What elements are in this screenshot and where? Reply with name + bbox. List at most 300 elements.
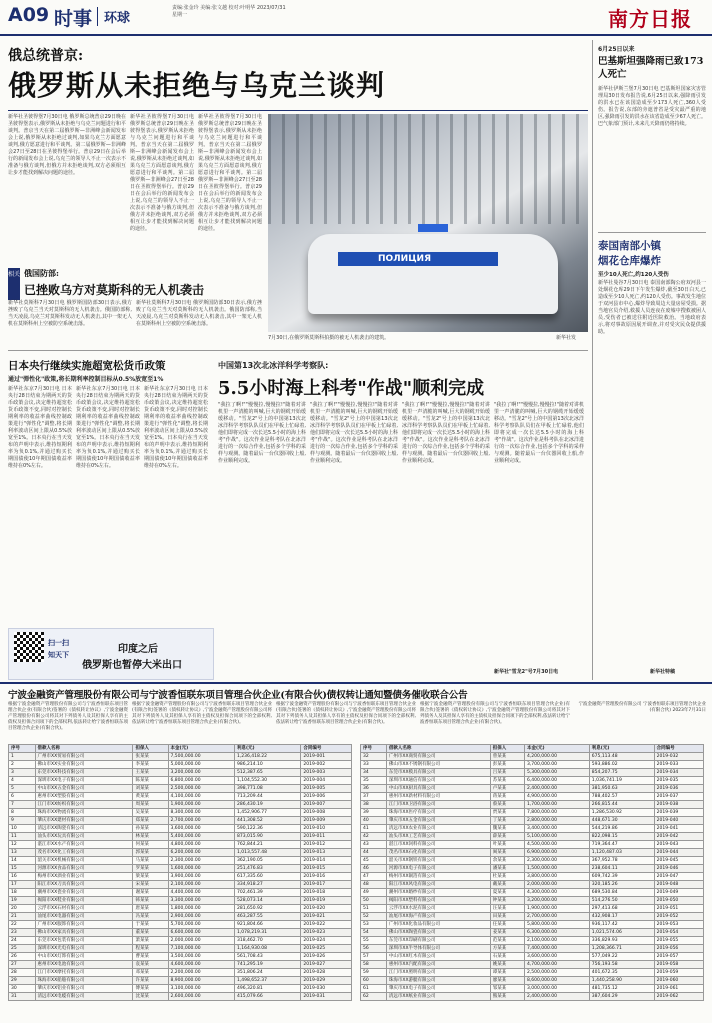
table-cell: 8 bbox=[9, 809, 36, 817]
table-row bbox=[361, 801, 704, 809]
thailand-credit: 新华社特稿 bbox=[650, 669, 676, 675]
table-cell: 822,098.15 bbox=[589, 833, 654, 841]
lead-rule bbox=[8, 110, 588, 111]
science-body-col1: "我拉了啊!""慢慢拉,慢慢拉!"随着对讲机里一声清脆的叫喊,巨大的钢缆开始缓缓移动。"雪龙2"号上的中国第13次北冰洋科学考察队队员们在甲板上忙碌着,他们即将完成一次长达5.5小时的海上科考"作战"。这次作业是科考队在北冰洋进行的一次综合作业,包括多个学科的采样与观测。随着最后一台仪器回收上船,作业顺利完成。 bbox=[218, 402, 306, 464]
table-cell: 汕尾市XX海产有限公司 bbox=[386, 913, 490, 921]
table-cell: 林某某 bbox=[133, 833, 168, 841]
table-cell: 21 bbox=[9, 913, 36, 921]
table-cell: 罗某某 bbox=[133, 865, 168, 873]
table-row bbox=[9, 833, 352, 841]
table-header-cell: 本金(元) bbox=[168, 745, 234, 753]
thailand-title-2: 烟花仓库爆炸 bbox=[598, 255, 661, 267]
table-row bbox=[9, 801, 352, 809]
table-cell: 中山市XX灯饰有限公司 bbox=[35, 953, 133, 961]
table-cell: 2,100,000.00 bbox=[524, 937, 589, 945]
notice-body-4: 根据宁波金融资产管理股份有限公司与宁波香恒联东项目管理合伙企业(有限合伙)签署的《债权转让协议》,宁波金融资产管理股份有限公司将其对下列债务人及其担保人享有的主债权及担保合同项下的全部权利,依法转让给宁波香恒联东项目管理合伙企业(有限合伙)。 bbox=[420, 702, 570, 725]
table-cell: 田某某 bbox=[490, 913, 524, 921]
table-row bbox=[9, 809, 352, 817]
table-cell: 夏某某 bbox=[490, 889, 524, 897]
table-cell: 4,800,000.00 bbox=[168, 841, 234, 849]
table-row bbox=[361, 833, 704, 841]
table-cell: 中山市XX五金有限公司 bbox=[35, 785, 133, 793]
table-cell: 沈某某 bbox=[133, 993, 168, 1001]
table-cell: 762,844.21 bbox=[234, 841, 300, 849]
table-cell: 20 bbox=[9, 905, 36, 913]
lead-body-col3: 新华社圣彼得堡7月30日电 俄罗斯总统普京29日晚在圣彼得堡表示,俄罗斯从未拒绝与乌克兰问题进行和平谈判。普京当天在第二届俄罗斯—非洲峰会新闻发布会上说,俄罗斯从未拒绝过谈判,如果乌克兰方面愿意谈判,俄方愿意进行和平谈判。第二届俄罗斯—非洲峰会27日至28日在圣彼得堡举行。普京29日在会后举行的新闻发布会上说,乌克兰的领导人不止一次表示不准备与俄方谈判,但俄方并未拒绝谈判,双方必须相互让步才能找到解决问题的途径。 bbox=[198, 114, 262, 232]
table-cell: 528,073.14 bbox=[234, 897, 300, 905]
table-cell: 珠海市XX船舶有限公司 bbox=[35, 977, 133, 985]
table-cell: 阳江市XX风电有限公司 bbox=[386, 881, 490, 889]
table-cell: 广州市XX贸易有限公司 bbox=[35, 753, 133, 761]
table-cell: 梅州市XX铜箔有限公司 bbox=[386, 873, 490, 881]
table-cell: 5,100,000.00 bbox=[524, 833, 589, 841]
promo-label-2: 知天下 bbox=[48, 651, 69, 659]
table-cell: 2019-035 bbox=[654, 777, 703, 785]
table-cell: 2019-056 bbox=[654, 945, 703, 953]
table-cell: 5,300,000.00 bbox=[524, 769, 589, 777]
table-cell: 31 bbox=[9, 993, 36, 1001]
table-row bbox=[9, 769, 352, 777]
japan-title: 日本央行继续实施超宽松货币政策 bbox=[8, 360, 166, 372]
table-cell: 590,122.36 bbox=[234, 825, 300, 833]
table-cell: 46 bbox=[361, 865, 387, 873]
table-row bbox=[9, 961, 352, 969]
table-cell: 江门市XX卫浴有限公司 bbox=[386, 801, 490, 809]
table-cell: 2019-058 bbox=[654, 961, 703, 969]
table-cell: 中山市XX厨具有限公司 bbox=[386, 785, 490, 793]
table-cell: 544,219.86 bbox=[589, 825, 654, 833]
table-cell: 702,461.39 bbox=[234, 889, 300, 897]
table-row bbox=[9, 969, 352, 977]
table-cell: 3,600,000.00 bbox=[524, 953, 589, 961]
table-header-cell: 利息(元) bbox=[589, 745, 654, 753]
table-cell: 韩某某 bbox=[133, 897, 168, 905]
table-cell: 2019-033 bbox=[654, 761, 703, 769]
table-cell: 马某某 bbox=[133, 857, 168, 865]
table-row bbox=[9, 753, 352, 761]
table-cell: 4,900,000.00 bbox=[524, 793, 589, 801]
table-cell: 675,113.48 bbox=[589, 753, 654, 761]
table-cell: 16 bbox=[9, 873, 36, 881]
table-cell: 30 bbox=[9, 985, 36, 993]
table-cell: 48 bbox=[361, 881, 387, 889]
table-cell: 61 bbox=[361, 985, 387, 993]
notice-signature: 宁波金融资产管理股份有限公司 宁波香恒联东项目管理合伙企业(有限合伙) 2023年7月31日 bbox=[578, 702, 706, 713]
table-cell: 潮州市XX婚纱有限公司 bbox=[386, 889, 490, 897]
table-cell: 丁某某 bbox=[490, 817, 524, 825]
table-cell: 3,200,000.00 bbox=[168, 769, 234, 777]
table-cell: 297,413.68 bbox=[589, 905, 654, 913]
table-cell: 2019-039 bbox=[654, 809, 703, 817]
table-cell: 江门市XX照明有限公司 bbox=[386, 969, 490, 977]
science-body-col4: "我拉了啊!""慢慢拉,慢慢拉!"随着对讲机里一声清脆的叫喊,巨大的钢缆开始缓缓移动。"雪龙2"号上的中国第13次北冰洋科学考察队队员们在甲板上忙碌着,他们即将完成一次长达5.5小时的海上科考"作战"。这次作业是科考队在北冰洋进行的一次综合作业,包括多个学科的采样与观测。随着最后一台仪器回收上船,作业顺利完成。 bbox=[494, 402, 584, 464]
table-cell: 2019-047 bbox=[654, 873, 703, 881]
table-cell: 刘某某 bbox=[133, 785, 168, 793]
table-cell: 孙某某 bbox=[133, 825, 168, 833]
table-cell: 5,700,000.00 bbox=[168, 921, 234, 929]
table-cell: 深圳市XX半导体有限公司 bbox=[386, 945, 490, 953]
table-cell: 318,462.70 bbox=[234, 937, 300, 945]
table-row bbox=[361, 761, 704, 769]
table-cell: 2019-005 bbox=[301, 785, 352, 793]
table-cell: 463,287.55 bbox=[234, 913, 300, 921]
table-cell: 2019-054 bbox=[654, 929, 703, 937]
table-cell: 2019-040 bbox=[654, 817, 703, 825]
table-cell: 27 bbox=[9, 961, 36, 969]
table-cell: 珠海市XX物流有限公司 bbox=[35, 809, 133, 817]
table-cell: 2019-014 bbox=[301, 857, 352, 865]
table-cell: 4,200,000.00 bbox=[524, 753, 589, 761]
table-cell: 448,671.30 bbox=[589, 817, 654, 825]
table-cell: 曹某某 bbox=[133, 953, 168, 961]
table-cell: 55 bbox=[361, 937, 387, 945]
table-cell: 谢某某 bbox=[133, 889, 168, 897]
table-row bbox=[9, 865, 352, 873]
table-row bbox=[361, 977, 704, 985]
science-body-col3: "我拉了啊!""慢慢拉,慢慢拉!"随着对讲机里一声清脆的叫喊,巨大的钢缆开始缓缓移动。"雪龙2"号上的中国第13次北冰洋科学考察队队员们在甲板上忙碌着,他们即将完成一次长达5.5小时的海上科考"作战"。这次作业是科考队在北冰洋进行的一次综合作业,包括多个学科的采样与观测。随着最后一台仪器回收上船,作业顺利完成。 bbox=[402, 402, 490, 464]
table-cell: 2,200,000.00 bbox=[168, 969, 234, 977]
table-cell: 梁某某 bbox=[133, 873, 168, 881]
table-cell: 2,800,000.00 bbox=[524, 817, 589, 825]
table-cell: 珠海市XX游艇有限公司 bbox=[386, 977, 490, 985]
table-cell: 2019-017 bbox=[301, 881, 352, 889]
table-cell: 吕某某 bbox=[490, 769, 524, 777]
table-cell: 25 bbox=[9, 945, 36, 953]
table-cell: 1,700,000.00 bbox=[524, 801, 589, 809]
table-cell: 2,600,000.00 bbox=[168, 993, 234, 1001]
table-cell: 3,100,000.00 bbox=[168, 985, 234, 993]
table-cell: 2019-009 bbox=[301, 817, 352, 825]
table-row bbox=[361, 945, 704, 953]
table-cell: 阳江市XX刀具有限公司 bbox=[35, 881, 133, 889]
table-cell: 湛江市XX水产有限公司 bbox=[35, 841, 133, 849]
table-cell: 854,207.75 bbox=[589, 769, 654, 777]
lead-photo bbox=[268, 114, 588, 332]
table-row bbox=[361, 785, 704, 793]
qr-code-icon[interactable] bbox=[14, 632, 44, 662]
table-cell: 冯某某 bbox=[133, 913, 168, 921]
table-header-cell: 合同编号 bbox=[301, 745, 352, 753]
table-cell: 2019-023 bbox=[301, 929, 352, 937]
table-cell: 董某某 bbox=[133, 929, 168, 937]
table-cell: 7 bbox=[9, 801, 36, 809]
table-row bbox=[361, 937, 704, 945]
table-cell: 2019-050 bbox=[654, 897, 703, 905]
table-header-cell: 合同编号 bbox=[654, 745, 703, 753]
table-cell: 281,650.92 bbox=[234, 905, 300, 913]
table-cell: 袁某某 bbox=[133, 961, 168, 969]
table-cell: 廖某某 bbox=[490, 977, 524, 985]
lead-body-col1: 新华社圣彼得堡7月30日电 俄罗斯总统普京29日晚在圣彼得堡表示,俄罗斯从未拒绝与乌克兰问题进行和平谈判。普京当天在第二届俄罗斯—非洲峰会新闻发布会上说,俄罗斯从未拒绝过谈判,如果乌克兰方面愿意谈判,俄方愿意进行和平谈判。第二届俄罗斯—非洲峰会27日至28日在圣彼得堡举行。普京29日在会后举行的新闻发布会上说,乌克兰的领导人不止一次表示不准备与俄方谈判,但俄方并未拒绝谈判,双方必须相互让步才能找到解决问题的途径。 bbox=[8, 114, 126, 176]
table-cell: 惠州市XX新材料有限公司 bbox=[386, 793, 490, 801]
table-row bbox=[361, 985, 704, 993]
table-cell: 2019-001 bbox=[301, 753, 352, 761]
table-cell: 1,036,741.19 bbox=[589, 777, 654, 785]
table-cell: 熊某某 bbox=[490, 993, 524, 1001]
debt-table-right bbox=[360, 744, 704, 1001]
table-cell: 东莞市XX科技有限公司 bbox=[35, 769, 133, 777]
table-cell: 6 bbox=[9, 793, 36, 801]
table-cell: 36 bbox=[361, 785, 387, 793]
right-rule bbox=[598, 232, 706, 233]
police-sign: ПОЛИЦИЯ bbox=[378, 254, 432, 264]
table-cell: 姜某某 bbox=[490, 929, 524, 937]
table-row bbox=[9, 785, 352, 793]
table-cell: 496,320.81 bbox=[234, 985, 300, 993]
table-cell: 26 bbox=[9, 953, 36, 961]
table-cell: 广州市XX服饰有限公司 bbox=[35, 921, 133, 929]
table-cell: 2019-020 bbox=[301, 905, 352, 913]
table-cell: 2019-048 bbox=[654, 881, 703, 889]
table-cell: 2019-045 bbox=[654, 857, 703, 865]
table-cell: 40 bbox=[361, 817, 387, 825]
table-cell: 4,300,000.00 bbox=[524, 889, 589, 897]
newspaper-logo: 南方日报 bbox=[608, 7, 692, 31]
table-cell: 432,908.17 bbox=[589, 913, 654, 921]
pakistan-dateline: 6月25日以来 bbox=[598, 46, 635, 53]
table-cell: 汕头市XX工艺有限公司 bbox=[386, 833, 490, 841]
table-header-row bbox=[9, 745, 352, 753]
table-cell: 1,900,000.00 bbox=[524, 905, 589, 913]
table-cell: 14 bbox=[9, 857, 36, 865]
table-row bbox=[361, 953, 704, 961]
table-cell: 28 bbox=[9, 969, 36, 977]
table-row bbox=[9, 777, 352, 785]
table-cell: 傅某某 bbox=[133, 985, 168, 993]
table-cell: 清远市XX农业有限公司 bbox=[386, 825, 490, 833]
table-cell: 苏某某 bbox=[490, 777, 524, 785]
table-cell: 2019-044 bbox=[654, 849, 703, 857]
table-cell: 33 bbox=[361, 761, 387, 769]
table-cell: 251,476.83 bbox=[234, 865, 300, 873]
table-cell: 741,295.19 bbox=[234, 961, 300, 969]
table-header-row bbox=[361, 745, 704, 753]
table-cell: 东莞市XX印刷有限公司 bbox=[386, 937, 490, 945]
table-cell: 6,300,000.00 bbox=[524, 929, 589, 937]
table-cell: 2,400,000.00 bbox=[524, 785, 589, 793]
table-cell: 3,400,000.00 bbox=[524, 825, 589, 833]
table-cell: 2019-022 bbox=[301, 921, 352, 929]
table-cell: 11 bbox=[9, 833, 36, 841]
table-cell: 60 bbox=[361, 977, 387, 985]
notice-table-right bbox=[360, 744, 704, 1020]
table-cell: 6,900,000.00 bbox=[524, 849, 589, 857]
table-cell: 1,120,487.03 bbox=[589, 849, 654, 857]
table-cell: 2019-052 bbox=[654, 913, 703, 921]
table-cell: 2019-049 bbox=[654, 889, 703, 897]
table-cell: 石某某 bbox=[490, 953, 524, 961]
table-cell: 周某某 bbox=[133, 801, 168, 809]
siren-light bbox=[418, 224, 448, 232]
table-cell: 367,952.78 bbox=[589, 857, 654, 865]
table-cell: 8,900,000.00 bbox=[168, 977, 234, 985]
police-car bbox=[308, 234, 558, 314]
table-row bbox=[9, 849, 352, 857]
table-cell: 2,900,000.00 bbox=[168, 913, 234, 921]
table-cell: 8,600,000.00 bbox=[524, 977, 589, 985]
subsection-name: 环球 bbox=[97, 7, 130, 26]
table-cell: 2019-006 bbox=[301, 793, 352, 801]
table-cell: 2019-034 bbox=[654, 769, 703, 777]
table-cell: 2019-003 bbox=[301, 769, 352, 777]
table-cell: 5 bbox=[9, 785, 36, 793]
table-cell: 5,800,000.00 bbox=[524, 921, 589, 929]
table-cell: 1,104,552.30 bbox=[234, 777, 300, 785]
table-row bbox=[9, 985, 352, 993]
promo-title-2[interactable]: 俄罗斯也暂停大米出口 bbox=[82, 660, 182, 671]
table-row bbox=[9, 761, 352, 769]
table-cell: 2019-004 bbox=[301, 777, 352, 785]
table-row bbox=[9, 929, 352, 937]
table-cell: 魏某某 bbox=[490, 825, 524, 833]
table-cell: 320,185.26 bbox=[589, 881, 654, 889]
table-cell: 387,604.29 bbox=[589, 993, 654, 1001]
table-cell: 2019-051 bbox=[654, 905, 703, 913]
table-cell: 1,021,574.06 bbox=[589, 929, 654, 937]
column-divider bbox=[592, 40, 593, 680]
table-cell: 2,700,000.00 bbox=[168, 817, 234, 825]
table-row bbox=[361, 809, 704, 817]
table-row bbox=[361, 841, 704, 849]
table-cell: 佛山市XX陶瓷有限公司 bbox=[386, 929, 490, 937]
table-header-cell: 序号 bbox=[9, 745, 36, 753]
science-body-col2: "我拉了啊!""慢慢拉,慢慢拉!"随着对讲机里一声清脆的叫喊,巨大的钢缆开始缓缓移动。"雪龙2"号上的中国第13次北冰洋科学考察队队员们在甲板上忙碌着,他们即将完成一次长达5.5小时的海上科考"作战"。这次作业是科考队在北冰洋进行的一次综合作业,包括多个学科的采样与观测。随着最后一台仪器回收上船,作业顺利完成。 bbox=[310, 402, 398, 464]
table-row bbox=[9, 825, 352, 833]
table-cell: 8,300,000.00 bbox=[168, 809, 234, 817]
thailand-body: 新华社曼谷7月30日电 泰国南部陶公府双河县一处烟花仓库29日下午发生爆炸,截至30日白天,已造成至少10人死亡,约120人受伤。事故发生地位于双河县市中心,爆炸导致周边大量房屋受损。据当地官员介绍,救援人员连夜在废墟中搜救被困人员,受伤者已被送往附近医院救治。当地政府表示,将对事故原因展开调查,并对受灾民众提供援助。 bbox=[598, 280, 706, 335]
table-cell: 788,402.57 bbox=[589, 793, 654, 801]
table-header-cell: 利息(元) bbox=[234, 745, 300, 753]
table-cell: 19 bbox=[9, 897, 36, 905]
table-row bbox=[361, 881, 704, 889]
table-cell: 6,200,000.00 bbox=[168, 849, 234, 857]
table-cell: 邓某某 bbox=[133, 969, 168, 977]
table-cell: 43 bbox=[361, 841, 387, 849]
table-cell: 2019-062 bbox=[654, 993, 703, 1001]
table-row bbox=[9, 953, 352, 961]
science-title: 5.5小时海上科考"作战"顺利完成 bbox=[218, 378, 485, 399]
table-row bbox=[361, 905, 704, 913]
table-cell: 何某某 bbox=[133, 841, 168, 849]
table-cell: 2019-029 bbox=[301, 977, 352, 985]
table-cell: 茂名市XX化工有限公司 bbox=[35, 849, 133, 857]
promo-title-1[interactable]: 印度之后 bbox=[118, 644, 158, 655]
table-row bbox=[361, 873, 704, 881]
table-cell: 1,800,000.00 bbox=[168, 905, 234, 913]
table-cell: 51 bbox=[361, 905, 387, 913]
table-cell: 59 bbox=[361, 969, 387, 977]
table-cell: 1,900,000.00 bbox=[168, 801, 234, 809]
table-cell: 7,500,000.00 bbox=[168, 753, 234, 761]
table-cell: 余某某 bbox=[490, 857, 524, 865]
table-cell: 深圳市XX通信有限公司 bbox=[386, 777, 490, 785]
table-cell: 2019-016 bbox=[301, 873, 352, 881]
table-cell: 清远市XX陶瓷有限公司 bbox=[35, 825, 133, 833]
debt-table-left bbox=[8, 744, 352, 1001]
table-cell: 481,735.12 bbox=[589, 985, 654, 993]
table-cell: 1,078,219.31 bbox=[234, 929, 300, 937]
table-row bbox=[361, 857, 704, 865]
table-row bbox=[361, 889, 704, 897]
table-cell: 3,700,000.00 bbox=[524, 761, 589, 769]
table-cell: 惠州市XX汽配有限公司 bbox=[386, 961, 490, 969]
table-cell: 深圳市XX光电有限公司 bbox=[35, 945, 133, 953]
table-cell: 2019-028 bbox=[301, 969, 352, 977]
table-cell: 593,886.02 bbox=[589, 761, 654, 769]
table-cell: 2,500,000.00 bbox=[524, 969, 589, 977]
table-cell: 范某某 bbox=[490, 937, 524, 945]
table-row bbox=[361, 753, 704, 761]
table-cell: 336,829.93 bbox=[589, 937, 654, 945]
table-cell: 689,530.84 bbox=[589, 889, 654, 897]
table-cell: 50 bbox=[361, 897, 387, 905]
table-cell: 2019-061 bbox=[654, 985, 703, 993]
table-cell: 2,500,000.00 bbox=[168, 785, 234, 793]
table-cell: 1,440,258.90 bbox=[589, 977, 654, 985]
table-cell: 2019-031 bbox=[301, 993, 352, 1001]
table-cell: 719,364.47 bbox=[589, 841, 654, 849]
table-cell: 1,500,000.00 bbox=[524, 865, 589, 873]
table-cell: 广州市XX化妆品有限公司 bbox=[386, 921, 490, 929]
table-cell: 2019-002 bbox=[301, 761, 352, 769]
table-row bbox=[361, 969, 704, 977]
table-cell: 2,300,000.00 bbox=[524, 857, 589, 865]
table-cell: 宋某某 bbox=[133, 881, 168, 889]
japan-body-col1: 新华社东京7月30日电 日本央行28日结束为期两天的货币政策会议,决定维持超宽松货币政策不变,同时对控制长期利率的收益率曲线控制政策进行"弹性化"调整,将长期利率波动区间上限从0.5%放宽至1%。日本央行在当天发布的声明中表示,维持短期利率为负0.1%,并通过购买长期国债使10年期国债收益率维持在0%左右。 bbox=[8, 386, 72, 469]
table-cell: 潮州市XX瓷业有限公司 bbox=[35, 889, 133, 897]
table-cell: 4,400,000.00 bbox=[168, 889, 234, 897]
table-cell: 2019-025 bbox=[301, 945, 352, 953]
table-cell: 1,452,906.77 bbox=[234, 809, 300, 817]
table-row bbox=[9, 937, 352, 945]
table-cell: 9 bbox=[9, 817, 36, 825]
table-cell: 薛某某 bbox=[490, 833, 524, 841]
table-row bbox=[361, 777, 704, 785]
table-cell: 4,500,000.00 bbox=[524, 841, 589, 849]
table-cell: 3,200,000.00 bbox=[524, 897, 589, 905]
table-cell: 3,500,000.00 bbox=[168, 953, 234, 961]
table-cell: 37 bbox=[361, 793, 387, 801]
table-cell: 2019-015 bbox=[301, 865, 352, 873]
table-cell: 29 bbox=[9, 977, 36, 985]
table-cell: 3,900,000.00 bbox=[168, 873, 234, 881]
table-row bbox=[361, 825, 704, 833]
table-cell: 1,236,418.22 bbox=[234, 753, 300, 761]
table-cell: 东莞市XX模具有限公司 bbox=[386, 769, 490, 777]
table-cell: 42 bbox=[361, 833, 387, 841]
table-cell: 15 bbox=[9, 865, 36, 873]
table-cell: 756,193.58 bbox=[589, 961, 654, 969]
table-cell: 卢某某 bbox=[490, 785, 524, 793]
table-row bbox=[9, 889, 352, 897]
table-cell: 茂名市XX石化有限公司 bbox=[386, 849, 490, 857]
table-cell: 5,000,000.00 bbox=[168, 761, 234, 769]
table-cell: 2,300,000.00 bbox=[168, 857, 234, 865]
science-credit: 新华社"雪龙2"号7月30日电 bbox=[494, 669, 559, 675]
table-cell: 415,079.66 bbox=[234, 993, 300, 1001]
table-cell: 351,806.24 bbox=[234, 969, 300, 977]
table-row bbox=[9, 841, 352, 849]
table-cell: 2019-037 bbox=[654, 793, 703, 801]
table-row bbox=[361, 849, 704, 857]
table-cell: 22 bbox=[9, 921, 36, 929]
table-cell: 45 bbox=[361, 857, 387, 865]
table-cell: 萧某某 bbox=[133, 937, 168, 945]
table-cell: 4,600,000.00 bbox=[168, 961, 234, 969]
table-header-cell: 担保人 bbox=[133, 745, 168, 753]
table-cell: 于某某 bbox=[133, 921, 168, 929]
table-cell: 曾某某 bbox=[490, 753, 524, 761]
